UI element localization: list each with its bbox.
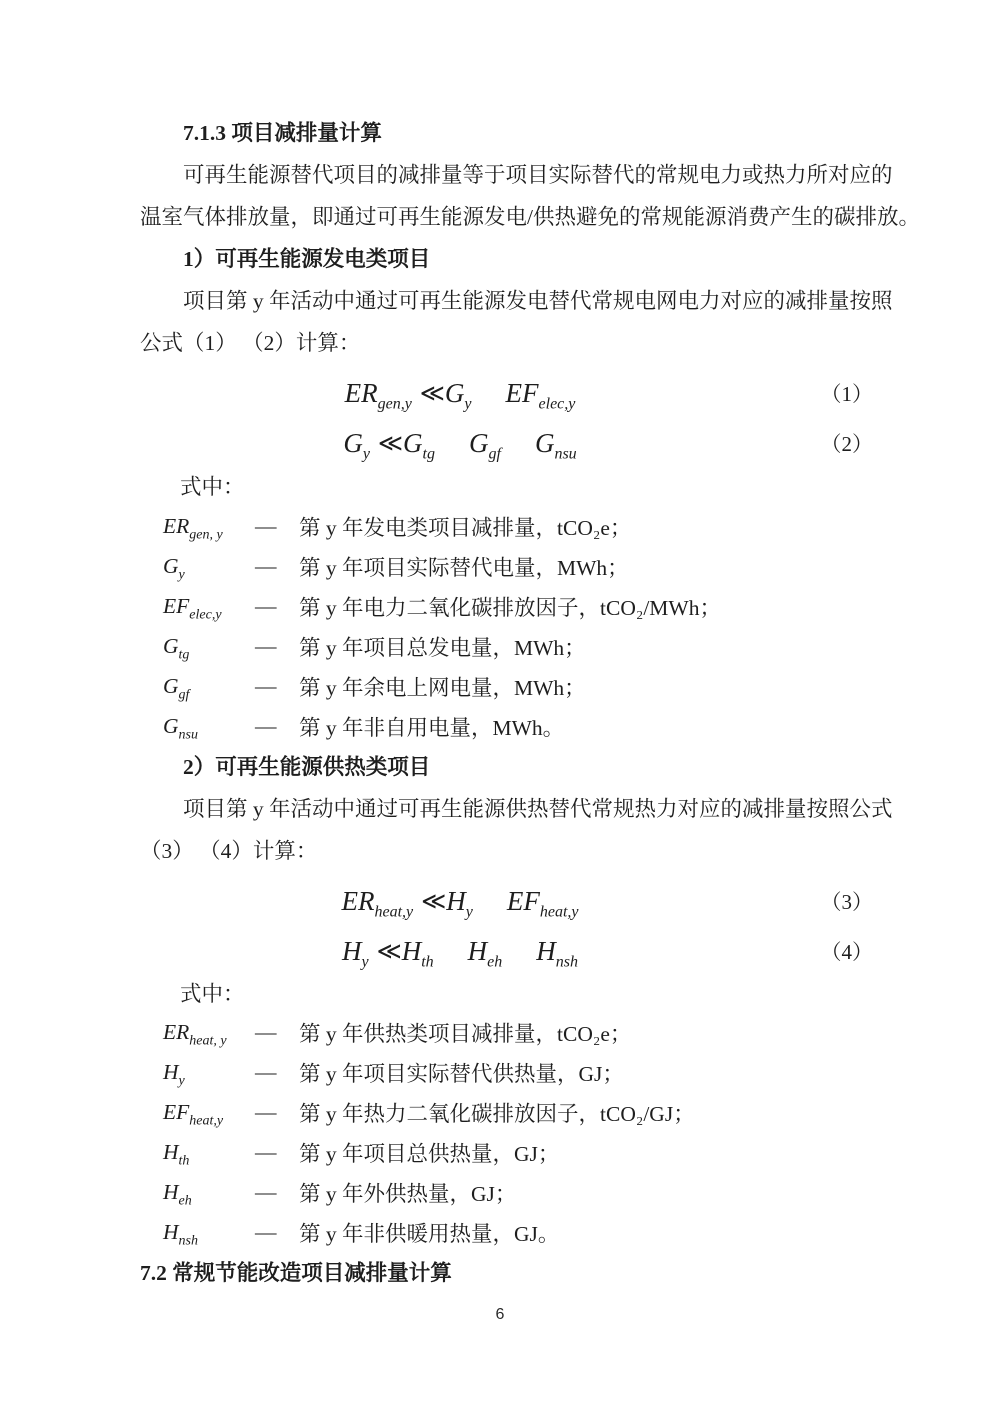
symbol-description: 第 y 年余电上网电量，MWh；	[299, 675, 586, 700]
symbol-description: 第 y 年项目总发电量，MWh；	[299, 635, 586, 660]
dash: —	[255, 1099, 277, 1124]
paragraph-line: （3） （4）计算：	[140, 839, 318, 863]
symbol-description: 第 y 年项目实际替代电量，MWh；	[299, 555, 629, 580]
equation-number: （4）	[820, 940, 873, 964]
symbol-description: 第 y 年供热类项目减排量，tCO₂e；	[299, 1021, 632, 1046]
where-label: 式中：	[180, 982, 245, 1006]
formula-term: $G_y$	[343, 427, 370, 462]
paragraph-line: 温室气体排放量，即通过可再生能源发电/供热避免的常规能源消费产生的碳排放。	[140, 205, 920, 229]
formula-term: $H_{th}$	[401, 935, 434, 970]
formula-1	[140, 368, 875, 418]
dash: —	[255, 1019, 277, 1044]
symbol-description: 第 y 年非自用电量，MWh。	[299, 715, 565, 740]
symbol-definition-row	[140, 1132, 875, 1172]
subsection-heading-heating: 2）可再生能源供热类项目	[183, 755, 431, 779]
dash: —	[255, 553, 277, 578]
subsection-heading-generation: 1）可再生能源发电类项目	[183, 247, 431, 271]
symbol-definition-row	[140, 1012, 875, 1052]
dash: —	[255, 1059, 277, 1084]
symbol: $G_y$	[163, 553, 185, 582]
symbol: $EF_{heat,y}$	[163, 1099, 224, 1128]
formula-term: $EF_{heat,y}$	[506, 885, 579, 920]
formula-term: $H_y$	[446, 885, 473, 920]
dash: —	[255, 633, 277, 658]
symbol: $H_{eh}$	[163, 1179, 192, 1208]
formula-3	[140, 876, 875, 926]
symbol: $G_{nsu}$	[163, 713, 198, 742]
formula-term: $ER_{heat,y}$	[341, 885, 414, 920]
dash: —	[255, 1139, 277, 1164]
symbol-description: 第 y 年外供热量，GJ；	[299, 1181, 517, 1206]
operator: ≪	[421, 888, 447, 915]
dash: —	[255, 673, 277, 698]
symbol-description: 第 y 年热力二氧化碳排放因子，tCO₂/GJ；	[299, 1101, 695, 1126]
dash: —	[255, 1219, 277, 1244]
section-heading-72: 7.2 常规节能改造项目减排量计算	[140, 1261, 452, 1285]
equation-number: （1）	[820, 382, 873, 406]
symbol-description: 第 y 年非供暖用热量，GJ。	[299, 1221, 560, 1246]
paragraph-line: 公式（1） （2）计算：	[140, 331, 361, 355]
symbol-description: 第 y 年电力二氧化碳排放因子，tCO₂/MWh；	[299, 595, 721, 620]
operator: ≪	[377, 430, 404, 457]
symbol: $ER_{gen, y}$	[163, 513, 223, 542]
symbol-description: 第 y 年项目总供热量，GJ；	[299, 1141, 560, 1166]
symbol-definition-row	[140, 706, 875, 746]
symbol: $H_{th}$	[163, 1139, 190, 1168]
equation-number: （2）	[820, 432, 873, 456]
symbol-definition-row	[140, 1052, 875, 1092]
symbol-definition-row	[140, 1172, 875, 1212]
operator: ≪	[419, 380, 445, 407]
formula-term: $G_y$	[444, 377, 472, 412]
symbol-definition-row	[140, 626, 875, 666]
paragraph-line: 可再生能源替代项目的减排量等于项目实际替代的常规电力或热力所对应的	[183, 163, 893, 187]
formula-2	[140, 418, 875, 468]
formula-term: $H_y$	[341, 935, 369, 970]
symbol: $EF_{elec,y}$	[163, 593, 222, 622]
where-label: 式中：	[180, 475, 245, 499]
symbol-definition-row	[140, 666, 875, 706]
formula-term: $G_{nsu}$	[534, 427, 577, 462]
symbol: $H_y$	[163, 1059, 185, 1088]
formula-term: $EF_{elec,y}$	[505, 377, 576, 412]
symbol-definition-row	[140, 1212, 875, 1252]
symbol: $H_{nsh}$	[163, 1219, 198, 1248]
dash: —	[255, 513, 277, 538]
symbol-definition-row	[140, 586, 875, 626]
symbol: $G_{gf}$	[163, 673, 190, 702]
formula-term: $H_{eh}$	[467, 935, 503, 970]
formula-term: $H_{nsh}$	[536, 935, 579, 970]
equation-number: （3）	[820, 890, 873, 914]
dash: —	[255, 713, 277, 738]
formula-term: $G_{tg}$	[403, 427, 435, 462]
symbol-definition-row	[140, 1092, 875, 1132]
operator: ≪	[376, 938, 402, 965]
formula-term: $G_{gf}$	[469, 427, 501, 462]
symbol-definition-row	[140, 546, 875, 586]
dash: —	[255, 593, 277, 618]
paragraph-line: 项目第 y 年活动中通过可再生能源供热替代常规热力对应的减排量按照公式	[183, 797, 893, 821]
formula-term: $ER_{gen,y}$	[344, 377, 412, 412]
symbol: $G_{tg}$	[163, 633, 190, 662]
page-number: 6	[495, 1306, 505, 1323]
symbol-description: 第 y 年项目实际替代供热量，GJ；	[299, 1061, 624, 1086]
paragraph-line: 项目第 y 年活动中通过可再生能源发电替代常规电网电力对应的减排量按照	[183, 289, 893, 313]
dash: —	[255, 1179, 277, 1204]
page-content	[140, 112, 920, 1294]
symbol: $ER_{heat, y}$	[163, 1019, 227, 1048]
formula-4	[140, 926, 875, 976]
symbol-definition-row	[140, 506, 875, 546]
symbol-description: 第 y 年发电类项目减排量，tCO₂e；	[299, 515, 632, 540]
section-heading-713: 7.1.3 项目减排量计算	[183, 121, 382, 145]
